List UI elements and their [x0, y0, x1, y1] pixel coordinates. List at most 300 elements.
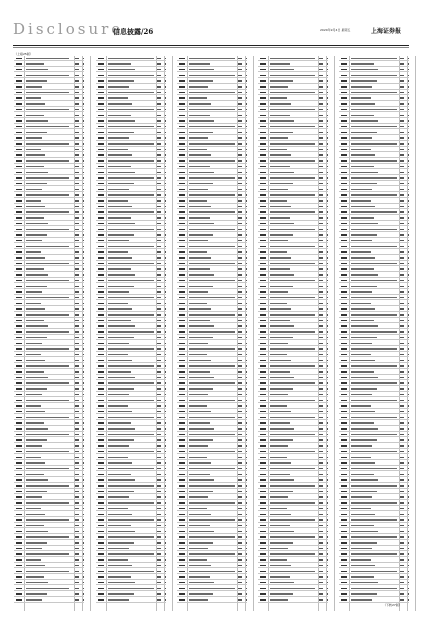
row-code	[16, 97, 22, 99]
row-value	[327, 69, 328, 71]
row-value	[238, 536, 242, 538]
row-code	[179, 92, 185, 94]
row-code	[179, 422, 185, 424]
row-value	[83, 103, 84, 105]
table-row	[258, 347, 328, 352]
row-name	[351, 377, 378, 379]
row-value	[238, 457, 242, 459]
row-name	[189, 109, 235, 111]
row-value	[327, 154, 328, 156]
row-code	[98, 343, 104, 345]
table-row	[177, 124, 247, 129]
row-value	[408, 166, 409, 168]
row-value	[408, 354, 409, 356]
row-value	[165, 297, 166, 299]
row-code	[179, 246, 185, 248]
table-row	[96, 244, 166, 249]
row-value	[83, 434, 84, 436]
row-code	[179, 103, 185, 105]
row-name	[351, 194, 397, 196]
row-name	[351, 80, 377, 82]
row-value	[327, 325, 328, 327]
row-name	[351, 303, 371, 305]
row-name	[26, 394, 42, 396]
table-row	[339, 244, 409, 249]
row-code	[179, 439, 185, 441]
row-code	[260, 531, 266, 533]
row-value	[319, 80, 323, 82]
row-code	[341, 160, 347, 162]
row-name	[270, 268, 290, 270]
row-code	[260, 154, 266, 156]
row-value	[157, 479, 161, 481]
table-row	[14, 113, 84, 118]
row-value	[83, 92, 84, 94]
table-row	[258, 244, 328, 249]
row-value	[83, 320, 84, 322]
row-value	[400, 291, 404, 293]
row-value	[246, 405, 247, 407]
row-value	[319, 377, 323, 379]
row-code	[16, 223, 22, 225]
table-row	[96, 489, 166, 494]
row-code	[16, 553, 22, 555]
row-value	[75, 115, 79, 117]
table-row	[258, 461, 328, 466]
row-code	[341, 286, 347, 288]
row-name	[108, 371, 131, 373]
row-value	[246, 274, 247, 276]
row-value	[246, 223, 247, 225]
row-code	[16, 428, 22, 430]
row-name	[351, 593, 377, 595]
row-name	[351, 536, 397, 538]
row-value	[75, 223, 79, 225]
row-value	[75, 514, 79, 516]
row-name	[351, 177, 397, 179]
table-row	[258, 107, 328, 112]
row-code	[179, 485, 185, 487]
row-code	[341, 588, 347, 590]
row-code	[16, 451, 22, 453]
row-value	[327, 582, 328, 584]
row-name	[108, 63, 131, 65]
row-name	[270, 177, 315, 179]
table-row	[14, 107, 84, 112]
row-code	[16, 268, 22, 270]
row-name	[189, 400, 235, 402]
row-name	[26, 69, 48, 71]
row-value	[165, 286, 166, 288]
row-name	[270, 211, 315, 213]
table-row	[96, 278, 166, 283]
table-row	[177, 421, 247, 426]
row-code	[98, 593, 104, 595]
row-code	[16, 103, 22, 105]
row-code	[179, 365, 185, 367]
row-value	[165, 320, 166, 322]
table-row	[258, 176, 328, 181]
table-row	[96, 364, 166, 369]
row-value	[327, 234, 328, 236]
row-value	[165, 479, 166, 481]
row-value	[408, 268, 409, 270]
row-code	[179, 274, 185, 276]
row-value	[327, 417, 328, 419]
row-value	[83, 548, 84, 550]
row-code	[341, 491, 347, 493]
row-code	[16, 75, 22, 77]
row-value	[408, 514, 409, 516]
row-name	[351, 468, 397, 470]
row-value	[319, 268, 323, 270]
row-value	[83, 485, 84, 487]
row-value	[165, 257, 166, 259]
row-code	[98, 200, 104, 202]
row-name	[189, 211, 235, 213]
row-value	[238, 348, 242, 350]
row-value	[75, 343, 79, 345]
row-name	[26, 143, 69, 145]
row-code	[98, 388, 104, 390]
table-row	[96, 358, 166, 363]
row-code	[179, 325, 185, 327]
row-value	[408, 246, 409, 248]
row-value	[246, 377, 247, 379]
table-row	[96, 199, 166, 204]
row-value	[75, 172, 79, 174]
row-value	[83, 371, 84, 373]
row-code	[16, 172, 22, 174]
row-code	[341, 371, 347, 373]
table-row	[96, 529, 166, 534]
row-value	[327, 149, 328, 151]
row-code	[260, 75, 266, 77]
row-code	[179, 457, 185, 459]
row-value	[400, 194, 404, 196]
row-code	[98, 548, 104, 550]
row-name	[26, 348, 69, 350]
row-name	[108, 559, 128, 561]
row-value	[246, 314, 247, 316]
table-row	[96, 387, 166, 392]
row-code	[98, 229, 104, 231]
row-name	[270, 485, 315, 487]
row-value	[327, 405, 328, 407]
row-code	[341, 263, 347, 265]
table-row	[14, 221, 84, 226]
table-row	[339, 392, 409, 397]
row-name	[351, 240, 372, 242]
row-name	[108, 382, 154, 384]
row-value	[246, 531, 247, 533]
table-row	[96, 187, 166, 192]
table-row	[14, 176, 84, 181]
row-code	[341, 308, 347, 310]
row-code	[260, 308, 266, 310]
table-row	[14, 552, 84, 557]
table-row	[258, 370, 328, 375]
row-value	[327, 308, 328, 310]
table-row	[258, 56, 328, 61]
table-row	[339, 284, 409, 289]
table-row	[177, 546, 247, 551]
row-code	[179, 251, 185, 253]
row-code	[98, 189, 104, 191]
row-name	[108, 348, 154, 350]
row-value	[400, 491, 404, 493]
row-code	[98, 417, 104, 419]
row-value	[408, 206, 409, 208]
table-row	[258, 170, 328, 175]
table-row	[177, 398, 247, 403]
row-value	[319, 496, 323, 498]
row-value	[75, 137, 79, 139]
row-value	[75, 371, 79, 373]
row-value	[238, 109, 242, 111]
row-value	[75, 354, 79, 356]
row-value	[83, 400, 84, 402]
row-code	[16, 211, 22, 213]
row-value	[238, 542, 242, 544]
row-value	[75, 120, 79, 122]
row-value	[400, 382, 404, 384]
row-code	[341, 314, 347, 316]
row-value	[400, 308, 404, 310]
row-value	[327, 80, 328, 82]
row-value	[319, 194, 323, 196]
row-code	[341, 194, 347, 196]
row-name	[26, 63, 44, 65]
row-value	[400, 246, 404, 248]
row-name	[351, 160, 397, 162]
table-row	[258, 472, 328, 477]
row-value	[157, 474, 161, 476]
row-name	[351, 360, 375, 362]
row-code	[98, 405, 104, 407]
row-value	[157, 103, 161, 105]
row-name	[108, 417, 154, 419]
table-row	[96, 449, 166, 454]
row-value	[400, 183, 404, 185]
row-name	[351, 457, 371, 459]
row-value	[319, 308, 323, 310]
row-name	[351, 200, 371, 202]
row-value	[83, 229, 84, 231]
row-name	[351, 86, 372, 88]
row-value	[157, 154, 161, 156]
row-value	[400, 240, 404, 242]
row-value	[238, 525, 242, 527]
table-row	[177, 484, 247, 489]
row-code	[98, 508, 104, 510]
row-value	[157, 189, 161, 191]
table-row	[258, 518, 328, 523]
row-value	[75, 132, 79, 134]
row-value	[327, 514, 328, 516]
table-row	[258, 523, 328, 528]
table-row	[177, 107, 247, 112]
row-name	[270, 531, 294, 533]
table-row	[96, 250, 166, 255]
row-value	[408, 365, 409, 367]
row-value	[75, 97, 79, 99]
table-row	[258, 563, 328, 568]
table-row	[96, 164, 166, 169]
row-value	[408, 286, 409, 288]
row-code	[98, 394, 104, 396]
row-name	[189, 548, 208, 550]
row-value	[319, 576, 323, 578]
row-name	[351, 109, 397, 111]
row-name	[108, 126, 154, 128]
row-code	[98, 496, 104, 498]
row-code	[16, 86, 22, 88]
table-row	[177, 267, 247, 272]
row-name	[351, 496, 372, 498]
row-value	[246, 536, 247, 538]
table-row	[339, 159, 409, 164]
table-row	[14, 563, 84, 568]
row-name	[108, 103, 132, 105]
row-value	[83, 211, 84, 213]
table-row	[14, 489, 84, 494]
table-row	[14, 392, 84, 397]
row-value	[400, 217, 404, 219]
row-name	[189, 200, 207, 202]
row-value	[238, 132, 242, 134]
row-code	[260, 194, 266, 196]
table-row	[177, 113, 247, 118]
table-row	[339, 387, 409, 392]
row-name	[26, 548, 42, 550]
row-name	[351, 308, 375, 310]
row-name	[189, 223, 214, 225]
row-name	[189, 274, 214, 276]
row-value	[238, 246, 242, 248]
row-name	[189, 234, 213, 236]
row-value	[157, 331, 161, 333]
row-value	[238, 502, 242, 504]
table-row	[96, 409, 166, 414]
row-code	[341, 496, 347, 498]
row-value	[327, 457, 328, 459]
row-value	[75, 588, 79, 590]
table-row	[258, 358, 328, 363]
row-name	[108, 217, 131, 219]
row-value	[238, 531, 242, 533]
row-value	[165, 553, 166, 555]
row-name	[108, 314, 154, 316]
row-code	[179, 434, 185, 436]
table-row	[177, 261, 247, 266]
row-value	[165, 354, 166, 356]
row-name	[26, 439, 47, 441]
row-code	[98, 234, 104, 236]
row-value	[400, 120, 404, 122]
table-row	[177, 461, 247, 466]
row-code	[98, 485, 104, 487]
row-value	[400, 565, 404, 567]
row-name	[351, 576, 374, 578]
row-value	[157, 58, 161, 60]
table-row	[339, 278, 409, 283]
row-code	[16, 360, 22, 362]
table-row	[258, 409, 328, 414]
row-value	[319, 565, 323, 567]
table-row	[339, 546, 409, 551]
table-row	[177, 159, 247, 164]
row-value	[165, 474, 166, 476]
table-row	[96, 421, 166, 426]
row-value	[408, 457, 409, 459]
row-value	[246, 115, 247, 117]
row-value	[75, 434, 79, 436]
table-row	[14, 472, 84, 477]
row-value	[157, 508, 161, 510]
row-value	[400, 274, 404, 276]
row-value	[319, 479, 323, 481]
row-value	[238, 274, 242, 276]
row-name	[189, 382, 235, 384]
row-value	[238, 479, 242, 481]
row-name	[189, 525, 210, 527]
row-value	[319, 428, 323, 430]
row-name	[189, 308, 211, 310]
row-code	[341, 80, 347, 82]
row-value	[157, 325, 161, 327]
row-value	[238, 462, 242, 464]
masthead: Disclosure	[13, 20, 124, 38]
table-row	[258, 330, 328, 335]
row-value	[408, 553, 409, 555]
table-row	[339, 256, 409, 261]
row-value	[157, 377, 161, 379]
row-code	[341, 166, 347, 168]
row-value	[157, 63, 161, 65]
row-code	[179, 514, 185, 516]
row-value	[165, 75, 166, 77]
row-code	[260, 348, 266, 350]
row-code	[179, 382, 185, 384]
table-grid-line	[172, 56, 173, 611]
table-row	[96, 392, 166, 397]
table-row	[96, 210, 166, 215]
row-value	[83, 343, 84, 345]
row-value	[165, 126, 166, 128]
table-row	[14, 284, 84, 289]
row-code	[98, 474, 104, 476]
row-code	[260, 439, 266, 441]
row-name	[26, 553, 69, 555]
row-value	[319, 531, 323, 533]
row-name	[26, 86, 42, 88]
row-value	[238, 280, 242, 282]
row-value	[327, 274, 328, 276]
row-value	[238, 394, 242, 396]
row-code	[16, 405, 22, 407]
row-name	[189, 149, 207, 151]
row-value	[246, 445, 247, 447]
row-code	[341, 274, 347, 276]
row-code	[16, 149, 22, 151]
row-name	[351, 154, 375, 156]
row-value	[75, 177, 79, 179]
row-code	[260, 576, 266, 578]
row-value	[327, 485, 328, 487]
row-name	[270, 63, 290, 65]
row-code	[341, 405, 347, 407]
